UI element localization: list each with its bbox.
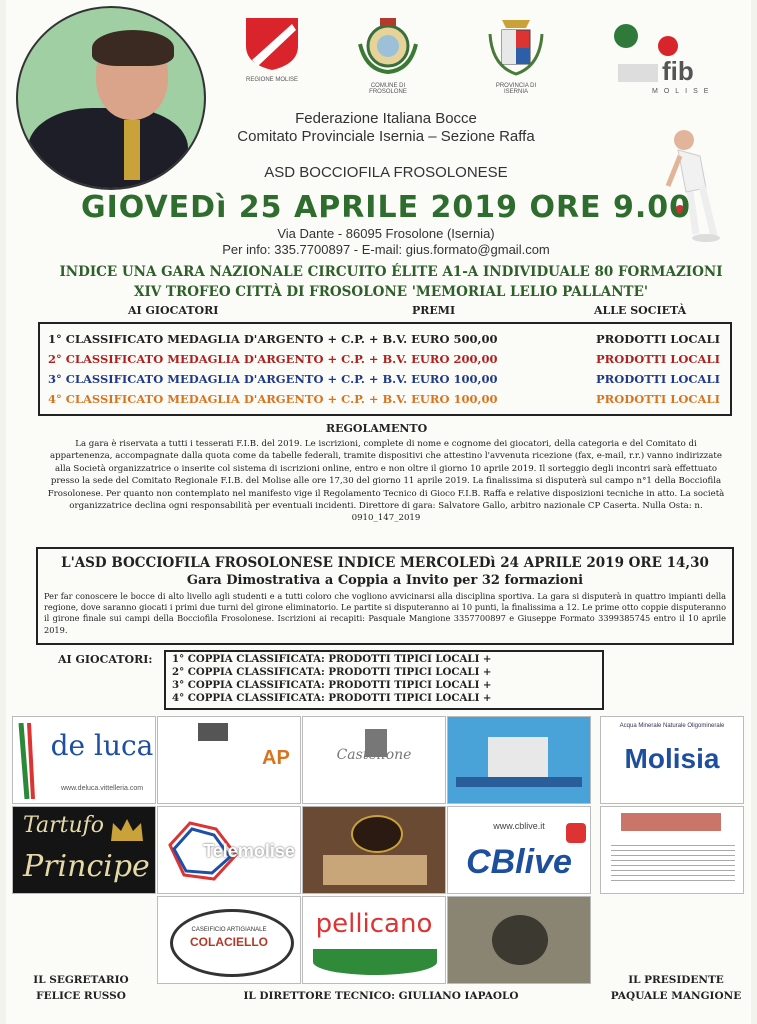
regulation-title: REGOLAMENTO — [326, 422, 428, 435]
pairs-table — [164, 650, 604, 710]
sponsor-colaciello-line-1: CASEIFICIO ARTIGIANALE — [191, 927, 267, 933]
sponsor-tartufo-line-2: Principe — [23, 849, 150, 884]
sponsor-telemolise — [157, 806, 301, 894]
federation-title: Federazione Italiana Bocce — [295, 110, 477, 127]
prize-text: 3° CLASSIFICATO MEDAGLIA D'ARGENTO + C.P. + B.V. EURO 100,00 — [48, 372, 498, 386]
event-info: Per info: 335.7700897 - E-mail: gius.formato@gmail.com — [222, 242, 550, 257]
sponsor-pellicano-name: pellicano — [315, 909, 433, 939]
sponsor-telemolise-name: Telemolise — [203, 841, 295, 861]
pair-row: 3° COPPIA CLASSIFICATA: PRODOTTI TIPICI LOCALI + — [172, 679, 492, 691]
demo-text: Per far conoscere le bocce di alto livello agli studenti e a tutti coloro che vogliono avvicinarsi alla disciplina sportiva. La gara si disputerà in quattro impianti della regione, dove saranno giocati i primi due turni del girone eliminatorio. Le partite si disputeranno ai 10 punti, la finalissima a 12. Le prime otto coppie disputeranno il girone finale sui campi della Bocciofila Frosolonese. Iscrizioni ai recapiti: Pasquale Mangione 3357700897 e Giuseppe Formato 3399385745 entro il 10 aprile 2019. — [44, 591, 726, 635]
regione-molise-logo — [242, 16, 302, 83]
bowler-illustration — [662, 126, 732, 251]
sponsor-cblive-url: www.cblive.it — [493, 821, 545, 831]
fib-molise-logo — [612, 20, 722, 100]
pairs-label: AI GIOCATORI: — [58, 653, 153, 666]
event-address: Via Dante - 86095 Frosolone (Isernia) — [277, 226, 495, 241]
sponsor-molisia-water — [447, 716, 591, 804]
prize-club: PRODOTTI LOCALI — [596, 372, 720, 386]
demo-subhead: Gara Dimostrativa a Coppia a Invito per 32 formazioni — [186, 573, 584, 588]
tv-icon — [566, 823, 586, 843]
cisar-logo — [621, 813, 721, 831]
provincia-isernia-logo — [486, 14, 546, 95]
club-title: ASD BOCCIOFILA FROSOLONESE — [264, 164, 508, 181]
sponsor-tartufo — [12, 806, 156, 894]
sponsor-ap-mark — [198, 723, 228, 741]
prizes-table — [38, 322, 732, 416]
sponsor-molisia-name: Molisia — [624, 743, 720, 774]
sponsor-molisia — [600, 716, 744, 804]
pair-row: 2° COPPIA CLASSIFICATA: PRODOTTI TIPICI LOCALI + — [172, 666, 492, 678]
sponsor-ap-name: AP — [262, 747, 290, 769]
sponsor-cblive-name: CBlive — [466, 843, 572, 881]
comune-frosolone-logo — [352, 14, 424, 95]
sponsor-castellone — [302, 716, 446, 804]
fib-logo-text: fib — [662, 56, 694, 86]
demo-event-box — [36, 547, 734, 645]
poster — [6, 0, 751, 1024]
portrait-photo — [16, 6, 206, 190]
sponsor-cisar — [600, 806, 744, 894]
sponsor-landscape — [447, 896, 591, 984]
prize-text: 1° CLASSIFICATO MEDAGLIA D'ARGENTO + C.P. + B.V. EURO 500,00 — [48, 332, 498, 346]
sponsor-ap — [157, 716, 301, 804]
fib-logo-sub: MOLISE — [652, 88, 715, 95]
col-head-prizes: PREMI — [412, 304, 456, 317]
col-head-players: AI GIOCATORI — [128, 304, 219, 317]
prize-row — [48, 352, 728, 366]
committee-title: Comitato Provinciale Isernia – Sezione Raffa — [237, 128, 535, 145]
prize-text: 4° CLASSIFICATO MEDAGLIA D'ARGENTO + C.P. + B.V. EURO 100,00 — [48, 392, 498, 406]
president-title: IL PRESIDENTE — [628, 974, 724, 986]
pair-row: 4° COPPIA CLASSIFICATA: PRODOTTI TIPICI LOCALI + — [172, 692, 492, 704]
sponsor-deluca-sub: www.deluca.vittelleria.com — [60, 785, 144, 792]
sponsor-castellone-name: Castellone — [336, 747, 412, 763]
sponsor-tartufo-line-1: Tartufo — [23, 813, 104, 838]
announce-line-2: XIV TROFEO CITTÀ DI FROSOLONE 'MEMORIAL LELIO PALLANTE' — [133, 284, 649, 300]
announce-line-1: INDICE UNA GARA NAZIONALE CIRCUITO ÉLITE A1-A INDIVIDUALE 80 FORMAZIONI — [59, 264, 723, 280]
logo-caption-3: PROVINCIA DI ISERNIA — [495, 83, 537, 95]
logo-caption-1: REGIONE MOLISE — [245, 77, 298, 83]
prize-club: PRODOTTI LOCALI — [596, 392, 720, 406]
sponsor-colaciello — [157, 896, 301, 984]
sponsor-cp-coffee — [302, 806, 446, 894]
secretary-title: IL SEGRETARIO — [33, 974, 129, 986]
prize-row — [48, 332, 728, 346]
pair-row: 1° COPPIA CLASSIFICATA: PRODOTTI TIPICI LOCALI + — [172, 653, 492, 665]
prize-club: PRODOTTI LOCALI — [596, 352, 720, 366]
event-date: GIOVEDì 25 APRILE 2019 ORE 9.00 — [80, 190, 692, 225]
col-head-clubs: ALLE SOCIETÀ — [594, 304, 687, 317]
prize-club: PRODOTTI LOCALI — [596, 332, 720, 346]
sponsor-molisia-sub: Acqua Minerale Naturale Oligominerale — [619, 723, 725, 729]
secretary-name: FELICE RUSSO — [36, 990, 126, 1002]
sponsor-deluca — [12, 716, 156, 804]
regulation-text: La gara è riservata a tutti i tesserati F.I.B. del 2019. Le iscrizioni, complete di nome e cognome dei giocatori, della categoria e del Comitato di appartenenza, accompagnate dalla quota come da tabelle federali, tramite dispositivi che attestino l'avvenuta ricezione (fax, e-mail, r.r.) vanno indirizzate alla Società organizzatrice o inserite col sistema di iscrizioni online, entro e non oltre il giorno 10 aprile 2019. Il sorteggio degli incontri sarà effettuato presso la sede del Comitato Regionale F.I.B. del Molise alle ore 17,30 del giorno 11 aprile 2019. La finalissima si disputerà sul campo n°1 della Bocciofila Frosolonese. Per quanto non contemplato nel manifesto vige il Regolamento Tecnico di Gioco F.I.B. Raffa e relative disposizioni tecniche in atto. La società organizzatrice declina ogni responsabilità per eventuali incidenti. Direttore di gara: Salvatore Gallo, arbitro nazionale CP Caserta. Nulla Osta: n. 0910_147_2019 — [47, 439, 725, 524]
sponsor-colaciello-line-2: COLACIELLO — [190, 935, 268, 949]
technical-director: IL DIRETTORE TECNICO: GIULIANO IAPAOLO — [243, 990, 519, 1002]
bottles-image — [488, 737, 548, 777]
demo-headline: L'ASD BOCCIOFILA FROSOLONESE INDICE MERCOLEDì 24 APRILE 2019 ORE 14,30 — [61, 555, 709, 571]
sponsor-deluca-name: de luca — [50, 729, 154, 762]
sponsor-pellicano — [302, 896, 446, 984]
logo-caption-2: COMUNE DI FROSOLONE — [369, 83, 407, 95]
prize-row — [48, 372, 728, 386]
prize-row — [48, 392, 728, 406]
sponsor-cblive — [447, 806, 591, 894]
president-name: PAQUALE MANGIONE — [610, 990, 742, 1002]
coffee-logo — [351, 815, 403, 853]
prize-text: 2° CLASSIFICATO MEDAGLIA D'ARGENTO + C.P. + B.V. EURO 200,00 — [48, 352, 498, 366]
